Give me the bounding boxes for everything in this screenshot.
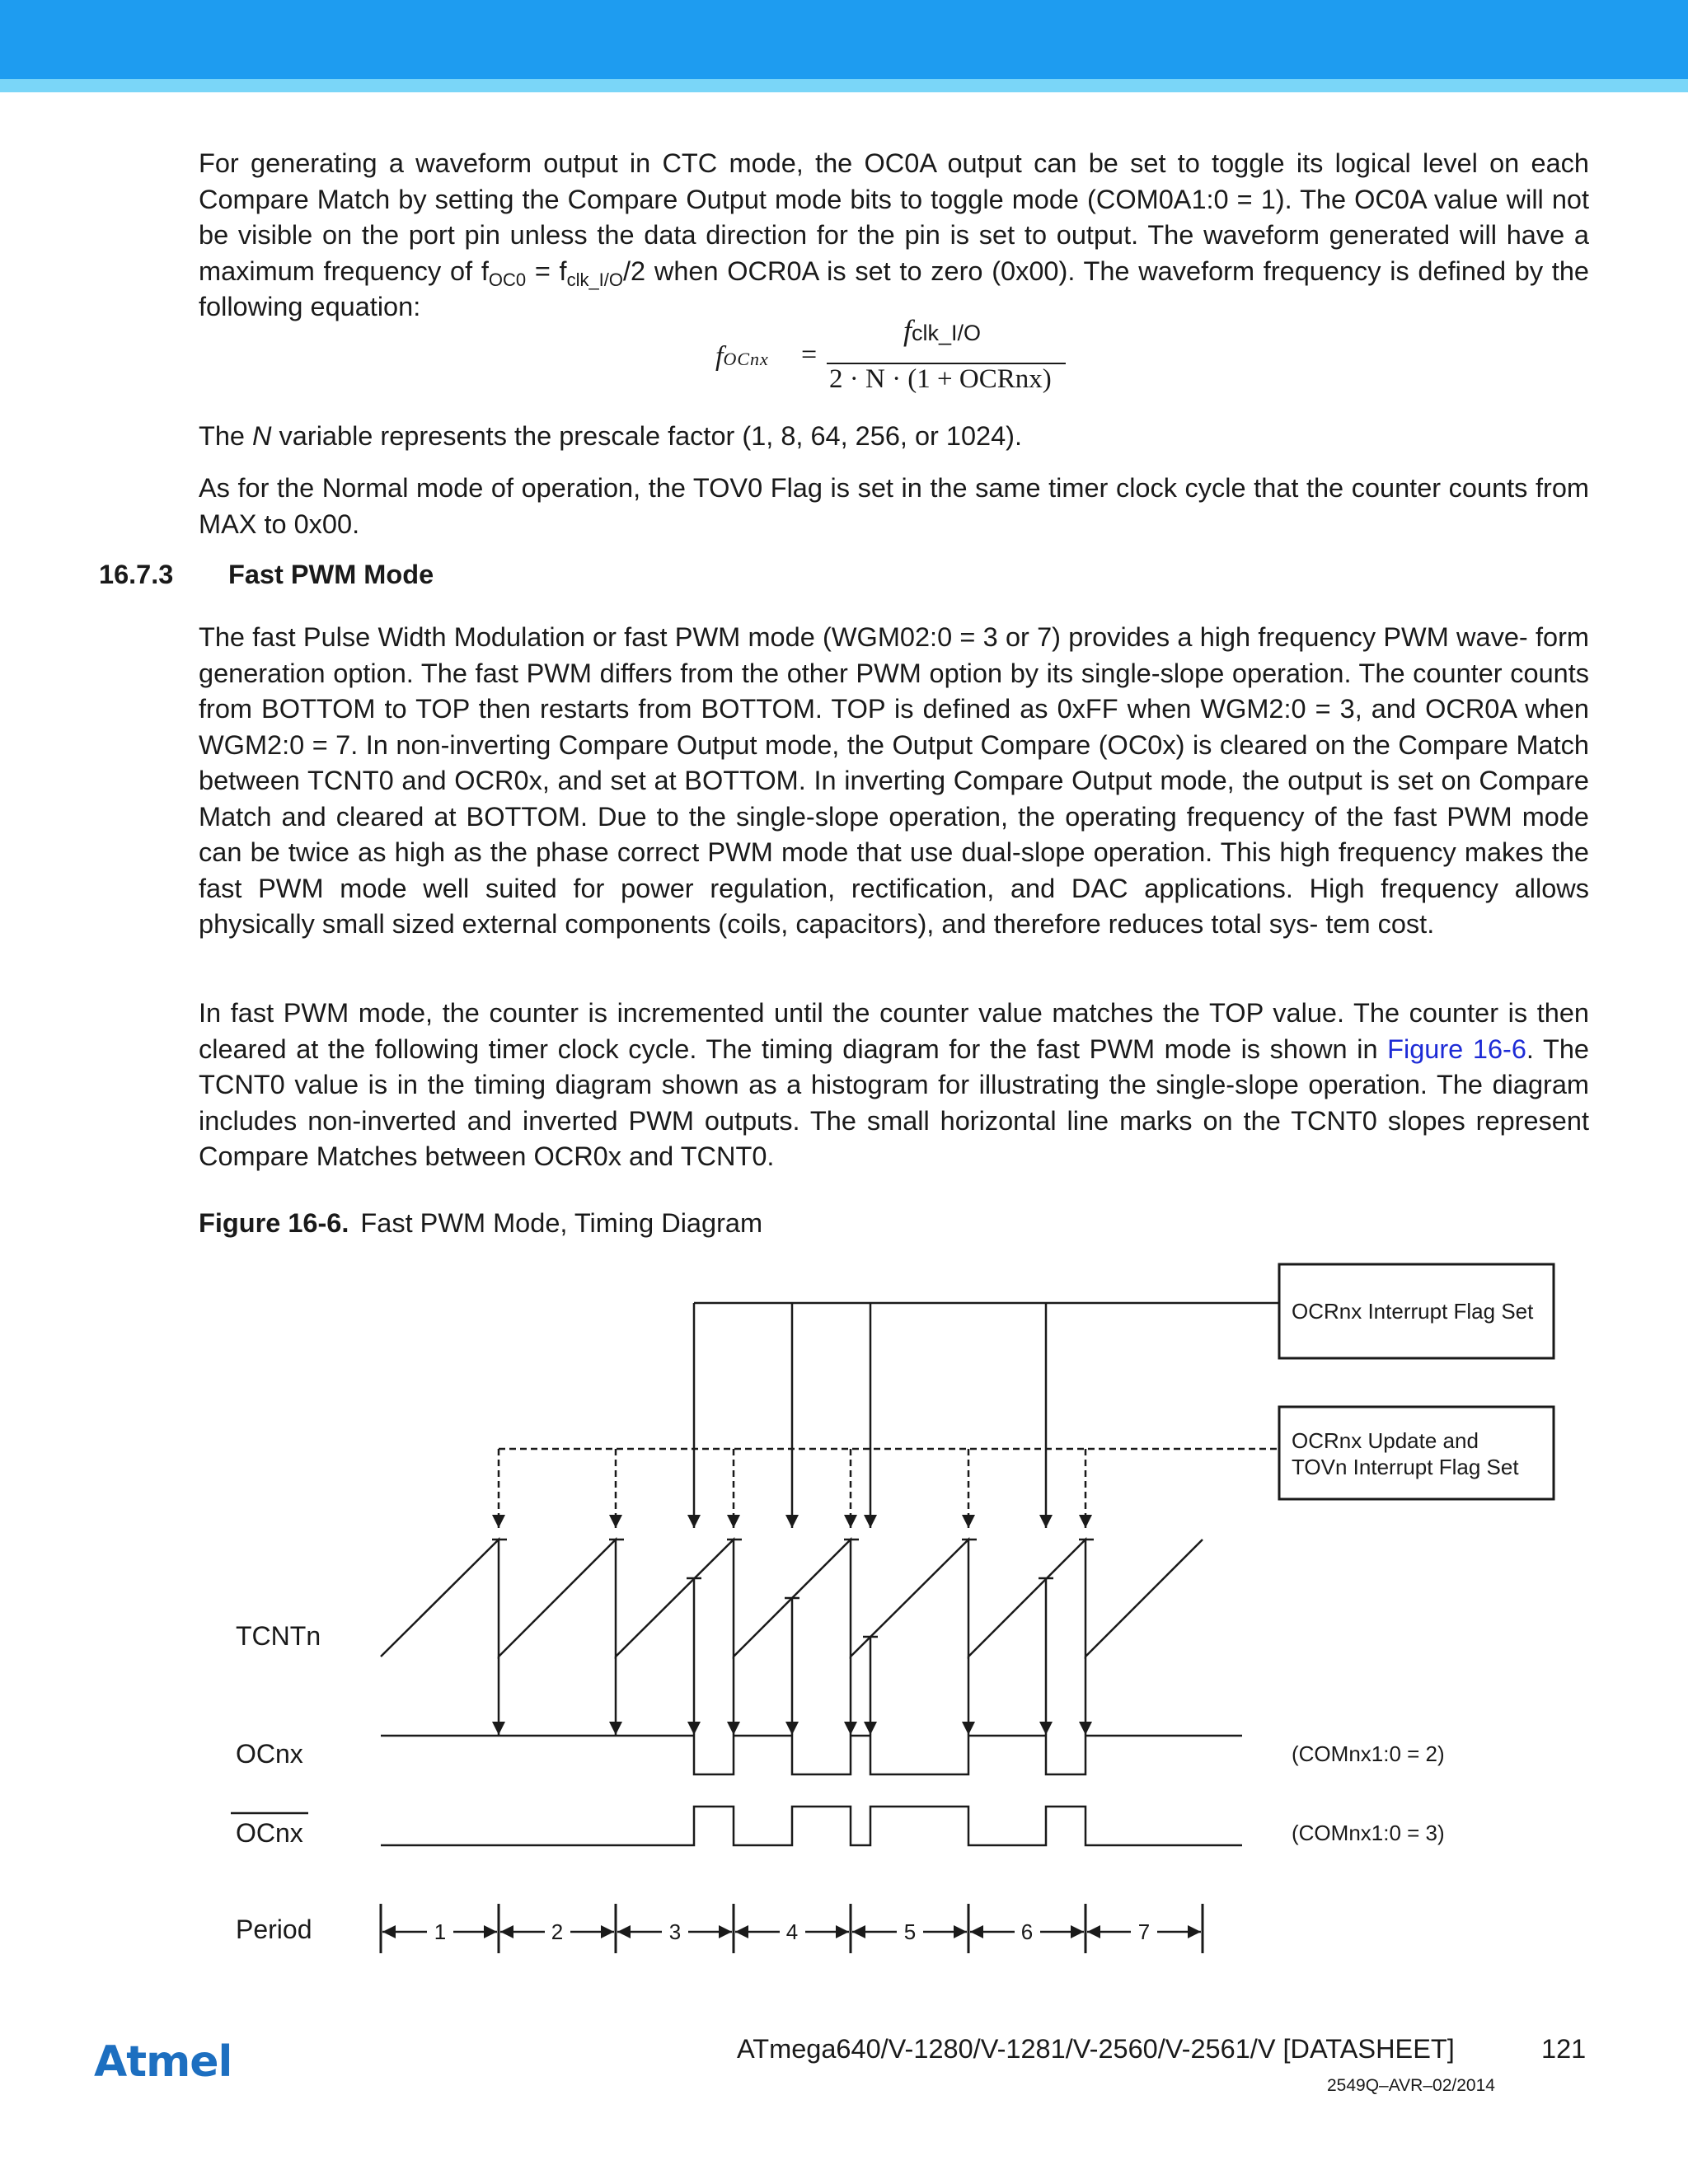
ocnx-waveform — [381, 1736, 1242, 1774]
atmel-logo: Atmel — [94, 2037, 232, 2087]
page-number: 121 — [1541, 2034, 1587, 2064]
period-number: 4 — [785, 1919, 799, 1944]
figure-16-6-link[interactable]: Figure 16-6 — [1387, 1033, 1526, 1064]
period-number: 2 — [551, 1919, 564, 1944]
com3-label: (COMnx1:0 = 3) — [1292, 1821, 1445, 1845]
equation-lhs: fOCnx — [715, 341, 769, 372]
period-number: 6 — [1020, 1919, 1034, 1944]
period-number: 1 — [434, 1919, 447, 1944]
intro-paragraph-3: As for the Normal mode of operation, the TOV0 Flag is set in the same timer clock cycle that the counter counts from MAX to 0x00. — [199, 473, 1589, 539]
period-number: 5 — [903, 1919, 917, 1944]
ocnx-inverted-label: OCnx — [236, 1818, 303, 1848]
section-paragraph-2: In fast PWM mode, the counter is incremented until the counter value matches the TOP value. The counter is then cleared at the following timer clock cycle. The timing diagram for the fast PWM mode is shown in Figure 16-6. The TCNT0 value is in the timing diagram shown as a histogram for illustrating the single-slope operation. The diagram includes non-inverted and inverted PWM outputs. The small horizontal line marks on the TCNT0 slopes represent Compare Matches between OCR0x and TCNT0. — [199, 998, 1589, 1171]
tcnt-label: TCNTn — [236, 1621, 321, 1651]
update-flag-label-line2: TOVn Interrupt Flag Set — [1292, 1455, 1519, 1479]
section-number: 16.7.3 — [99, 560, 174, 589]
intro-paragraph-2: The N variable represents the prescale factor (1, 8, 64, 256, or 1024). — [199, 421, 1023, 451]
ocnx-inverted-waveform — [381, 1807, 1242, 1845]
footer-title: ATmega640/V-1280/V-1281/V-2560/V-2561/V [DATASHEET] — [737, 2034, 1455, 2064]
tcnt-to-ocnx-arrows — [499, 1578, 1085, 1735]
period-label: Period — [236, 1915, 312, 1944]
update-flag-label-line1: OCRnx Update and — [1292, 1428, 1479, 1453]
com2-label: (COMnx1:0 = 2) — [1292, 1741, 1445, 1766]
equation-denominator: 2 · N · (1 + OCRnx) — [829, 364, 1052, 394]
figure-title: Fast PWM Mode, Timing Diagram — [360, 1208, 763, 1238]
section-paragraph-1: The fast Pulse Width Modulation or fast PWM mode (WGM02:0 = 3 or 7) provides a high frequency PWM wave- form generation option. The fast PWM differs from the other PWM option by its single-slope operation. The counter counts from BOTTOM to TOP then restarts from BOTTOM. TOP is defined as 0xFF when WGM2:0 = 3, and OCR0A when WGM2:0 = 7. In non-inverting Compare Output mode, the Output Compare (OC0x) is cleared on the Compare Match between TCNT0 and OCR0x, and set at BOTTOM. In inverting Compare Output mode, the output is set on Compare Match and cleared at BOTTOM. Due to the single-slope operation, the operating frequency of the fast PWM mode can be twice as high as the phase correct PWM mode that use dual-slope operation. This high frequency makes the fast PWM mode well suited for power regulation, rectification, and DAC applications. High frequency allows physically small sized external components (coils, capacitors), and therefore reduces total sys- tem cost. — [199, 622, 1589, 939]
interrupt-flag-lines — [694, 1303, 1279, 1528]
equation-numerator: fclk_I/O — [903, 314, 982, 347]
update-flag-lines — [499, 1449, 1279, 1528]
section-title: Fast PWM Mode — [228, 560, 434, 589]
equation-equals: = — [801, 340, 818, 370]
interrupt-flag-label: OCRnx Interrupt Flag Set — [1292, 1299, 1534, 1324]
figure-number: Figure 16-6. — [199, 1208, 349, 1238]
ocnx-label: OCnx — [236, 1739, 303, 1769]
document-id: 2549Q–AVR–02/2014 — [1327, 2076, 1495, 2095]
period-number: 3 — [668, 1919, 682, 1944]
period-number: 7 — [1137, 1919, 1151, 1944]
intro-paragraph-1: For generating a waveform output in CTC mode, the OC0A output can be set to toggle its logical level on each Compare Match by setting the Compare Output mode bits to toggle mode (COM0A1:0 = 1). The OC0A value will not be visible on the port pin unless the data direction for the pin is set to output. The waveform generated will have a maximum frequency of $f_{OC0} = f_{clk\_I/O}/2$ when OCR0A is set to zero (0x00). The waveform frequency is defined by the following equation: — [199, 148, 1589, 321]
update-flag-box — [1279, 1407, 1554, 1499]
